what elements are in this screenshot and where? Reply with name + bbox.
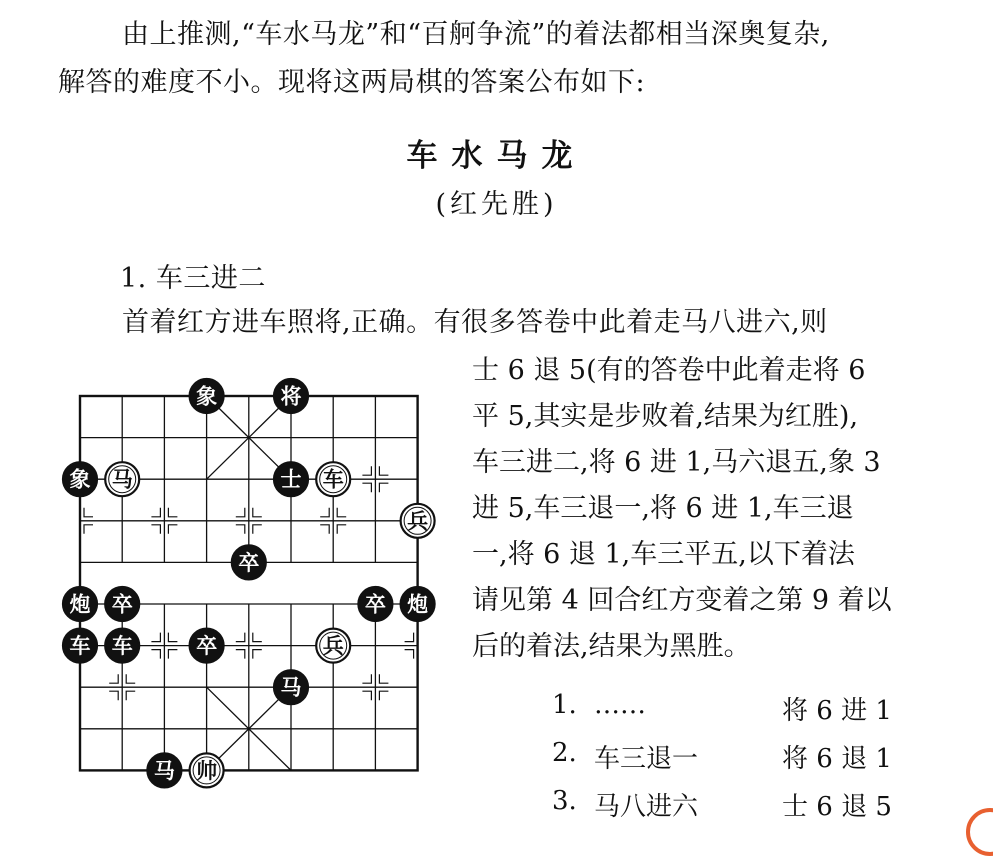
piece-label: 士 — [280, 467, 302, 492]
piece-label: 兵 — [407, 509, 429, 534]
position-marker — [126, 691, 135, 700]
body-line: 士 6 退 5(有的答卷中此着走将 6 — [472, 355, 866, 386]
position-marker — [379, 691, 388, 700]
position-marker — [236, 525, 245, 534]
position-marker — [236, 508, 245, 517]
position-marker — [253, 650, 262, 659]
body-wrap-text — [472, 348, 952, 670]
piece-label: 卒 — [238, 550, 260, 575]
position-marker — [379, 466, 388, 475]
piece-label: 车 — [111, 634, 133, 659]
position-marker — [84, 508, 93, 517]
move-number: 3. — [552, 786, 577, 816]
piece-label: 帅 — [196, 758, 218, 783]
move-number: 2. — [552, 738, 577, 768]
move-red: 马八进六 — [594, 792, 699, 822]
piece-label: 卒 — [364, 592, 386, 617]
position-marker — [168, 508, 177, 517]
piece-label: 马 — [280, 675, 302, 700]
piece-label: 炮 — [69, 592, 91, 617]
position-marker — [362, 691, 371, 700]
position-marker — [151, 508, 160, 517]
body-line: 一,将 6 退 1,车三平五,以下着法 — [472, 539, 855, 570]
position-marker — [362, 466, 371, 475]
move-black: 将 6 进 1 — [782, 696, 892, 726]
position-marker — [109, 674, 118, 683]
piece-label: 将 — [280, 384, 302, 409]
section-title: 车水马龙 — [406, 138, 587, 174]
piece-label: 车 — [69, 634, 91, 659]
body-first-line: 首着红方进车照将,正确。有很多答卷中此着走马八进六,则 — [122, 307, 828, 338]
position-marker — [337, 508, 346, 517]
intro-line-2: 解答的难度不小。现将这两局棋的答案公布如下: — [58, 67, 646, 98]
body-line: 进 5,车三退一,将 6 进 1,车三退 — [472, 493, 854, 524]
piece-label: 卒 — [111, 592, 133, 617]
position-marker — [405, 650, 414, 659]
piece-label: 象 — [196, 384, 218, 409]
position-marker — [151, 525, 160, 534]
piece-label: 车 — [322, 467, 344, 492]
body-line: 后的着法,结果为黑胜。 — [472, 631, 751, 662]
position-marker — [168, 633, 177, 642]
piece-label: 马 — [153, 758, 175, 783]
position-marker — [253, 525, 262, 534]
position-marker — [405, 633, 414, 642]
move-number: 1. — [552, 690, 577, 720]
position-marker — [126, 674, 135, 683]
position-marker — [320, 508, 329, 517]
section-subtitle: (红先胜) — [435, 189, 558, 220]
move-red: 车三退一 — [594, 744, 699, 774]
position-marker — [362, 483, 371, 492]
move-black: 士 6 退 5 — [782, 792, 892, 822]
position-marker — [253, 508, 262, 517]
position-marker — [337, 525, 346, 534]
position-marker — [236, 650, 245, 659]
position-marker — [168, 650, 177, 659]
position-marker — [320, 525, 329, 534]
piece-label: 炮 — [407, 592, 429, 617]
body-line: 车三进二,将 6 进 1,马六退五,象 3 — [472, 447, 881, 478]
body-line: 平 5,其实是步败着,结果为红胜), — [472, 401, 859, 432]
body-line: 请见第 4 回合红方变着之第 9 着以 — [472, 585, 892, 616]
step-one: 1. 车三进二 — [120, 263, 266, 294]
position-marker — [168, 525, 177, 534]
position-marker — [84, 525, 93, 534]
position-marker — [379, 674, 388, 683]
position-marker — [109, 691, 118, 700]
position-marker — [151, 633, 160, 642]
piece-label: 卒 — [196, 634, 218, 659]
position-marker — [379, 483, 388, 492]
xiangqi-board — [58, 368, 438, 798]
position-marker — [151, 650, 160, 659]
piece-label: 象 — [69, 467, 91, 492]
move-red: …… — [594, 690, 646, 720]
piece-label: 兵 — [322, 634, 344, 659]
position-marker — [362, 674, 371, 683]
piece-label: 马 — [111, 467, 133, 492]
position-marker — [253, 633, 262, 642]
corner-stamp-icon — [966, 808, 993, 856]
move-black: 将 6 退 1 — [782, 744, 892, 774]
position-marker — [236, 633, 245, 642]
intro-line-1: 由上推测,“车水马龙”和“百舸争流”的着法都相当深奥复杂, — [122, 19, 830, 50]
